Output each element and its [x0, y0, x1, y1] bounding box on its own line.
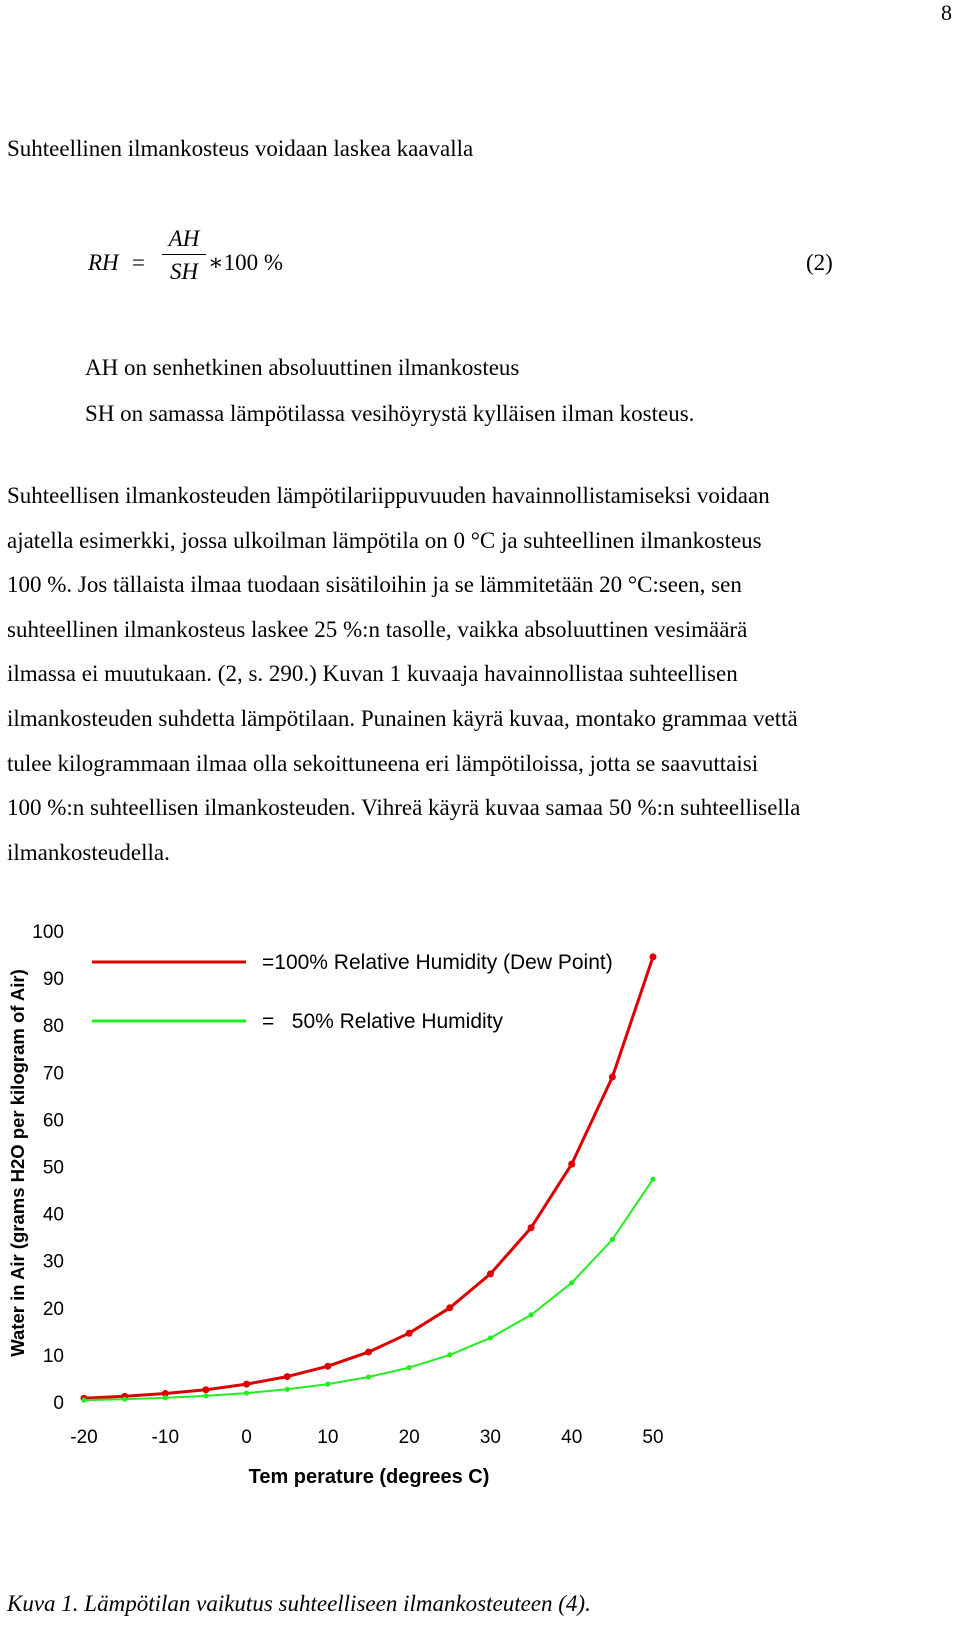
- x-tick-label: -20: [70, 1427, 98, 1448]
- data-point: [163, 1395, 168, 1400]
- data-point: [365, 1349, 372, 1356]
- x-axis-label: Tem perature (degrees C): [248, 1466, 490, 1488]
- data-point: [366, 1374, 371, 1379]
- legend-label: = 50% Relative Humidity: [262, 1010, 504, 1033]
- data-point: [202, 1386, 209, 1393]
- formula-fraction: [162, 226, 206, 289]
- data-point: [528, 1312, 533, 1317]
- data-point: [244, 1390, 249, 1395]
- definitions: [85, 345, 694, 437]
- definition-ah: AH on senhetkinen absoluuttinen ilmankosteus: [85, 355, 520, 380]
- data-point: [243, 1381, 250, 1388]
- series-green: [81, 1177, 655, 1403]
- data-point: [324, 1363, 331, 1370]
- data-point: [406, 1330, 413, 1337]
- paragraph-line: ilmankosteudella.: [7, 839, 170, 865]
- y-tick-label: 40: [42, 1204, 64, 1226]
- legend-item: [87, 1001, 519, 1041]
- paragraph-line: suhteellinen ilmankosteus laskee 25 %:n tasolle, vaikka absoluuttinen vesimäärä: [7, 616, 748, 642]
- paragraph-line: ajatella esimerkki, jossa ulkoilman lämpötila on 0 °C ja suhteellinen ilmankosteus: [7, 527, 762, 553]
- x-tick-label: 0: [241, 1427, 252, 1448]
- y-tick-label: 70: [42, 1063, 64, 1085]
- data-point: [610, 1237, 615, 1242]
- x-axis: [70, 1427, 663, 1448]
- formula-equals: =: [132, 250, 145, 275]
- formula-denominator: SH: [169, 259, 199, 284]
- x-tick-label: 40: [561, 1427, 583, 1448]
- formula-number: (2): [806, 250, 833, 275]
- data-point: [487, 1270, 494, 1277]
- y-tick-label: 50: [42, 1157, 64, 1179]
- x-tick-label: 30: [479, 1427, 501, 1448]
- data-point: [569, 1280, 574, 1285]
- y-tick-label: 0: [53, 1393, 64, 1414]
- y-axis: [32, 922, 64, 1414]
- data-point: [325, 1382, 330, 1387]
- y-tick-label: 30: [42, 1251, 64, 1273]
- legend-item: [87, 942, 633, 982]
- paragraph-line: tulee kilogrammaan ilmaa olla sekoittuneena eri lämpötiloissa, jotta se saavuttaisi: [7, 750, 759, 776]
- figure-caption: Kuva 1. Lämpötilan vaikutus suhteelliseen ilmankosteuteen (4).: [7, 1591, 591, 1616]
- data-point: [285, 1387, 290, 1392]
- paragraph-line: ilmankosteuden suhdetta lämpötilaan. Punainen käyrä kuvaa, montako grammaa vettä: [7, 705, 798, 731]
- definition-sh: SH on samassa lämpötilassa vesihöyrystä kylläisen ilman kosteus.: [85, 401, 695, 426]
- y-tick-label: 10: [42, 1345, 64, 1367]
- y-axis-label: Water in Air (grams H2O per kilogram of Air): [7, 969, 28, 1357]
- data-point: [284, 1373, 291, 1380]
- x-tick-label: 20: [398, 1427, 420, 1448]
- x-tick-label: 10: [317, 1427, 339, 1448]
- y-tick-label: 20: [42, 1298, 64, 1320]
- formula-numerator: AH: [162, 226, 206, 255]
- data-point: [447, 1352, 452, 1357]
- data-point: [528, 1224, 535, 1231]
- legend: [87, 942, 633, 1041]
- humidity-chart: [0, 905, 700, 1505]
- paragraph-line: Suhteellisen ilmankosteuden lämpötilariippuvuuden havainnollistamiseksi voidaan: [7, 483, 770, 508]
- data-point: [488, 1335, 493, 1340]
- page-number: 8: [941, 0, 952, 25]
- y-tick-label: 100: [32, 922, 64, 943]
- formula-lhs: RH: [88, 250, 119, 275]
- y-tick-label: 80: [42, 1016, 64, 1038]
- x-tick-label: 50: [642, 1427, 664, 1448]
- y-tick-label: 90: [42, 969, 64, 991]
- series-line: [84, 1179, 653, 1400]
- x-tick-label: -10: [151, 1427, 180, 1448]
- data-point: [122, 1397, 127, 1402]
- paragraph-line: 100 %. Jos tällaista ilmaa tuodaan sisätiloihin ja se lämmitetään 20 °C:seen, sen: [7, 572, 742, 598]
- body-paragraph: [7, 474, 947, 875]
- y-tick-label: 60: [42, 1110, 64, 1132]
- formula: [88, 226, 848, 306]
- paragraph-line: 100 %:n suhteellisen ilmankosteuden. Vihreä käyrä kuvaa samaa 50 %:n suhteellisella: [7, 795, 801, 821]
- data-point: [203, 1393, 208, 1398]
- data-point: [407, 1365, 412, 1370]
- legend-label: =100% Relative Humidity (Dew Point): [262, 951, 613, 974]
- data-point: [609, 1074, 616, 1081]
- data-point: [446, 1304, 453, 1311]
- data-point: [650, 953, 657, 960]
- intro-sentence: Suhteellinen ilmankosteus voidaan laskea kaavalla: [7, 136, 474, 161]
- paragraph-line: ilmassa ei muutukaan. (2, s. 290.) Kuvan 1 kuvaaja havainnollistaa suhteellisen: [7, 661, 738, 687]
- formula-multiplier: ∗100 %: [208, 250, 284, 275]
- data-point: [568, 1161, 575, 1168]
- data-point: [650, 1177, 655, 1182]
- data-point: [81, 1398, 86, 1403]
